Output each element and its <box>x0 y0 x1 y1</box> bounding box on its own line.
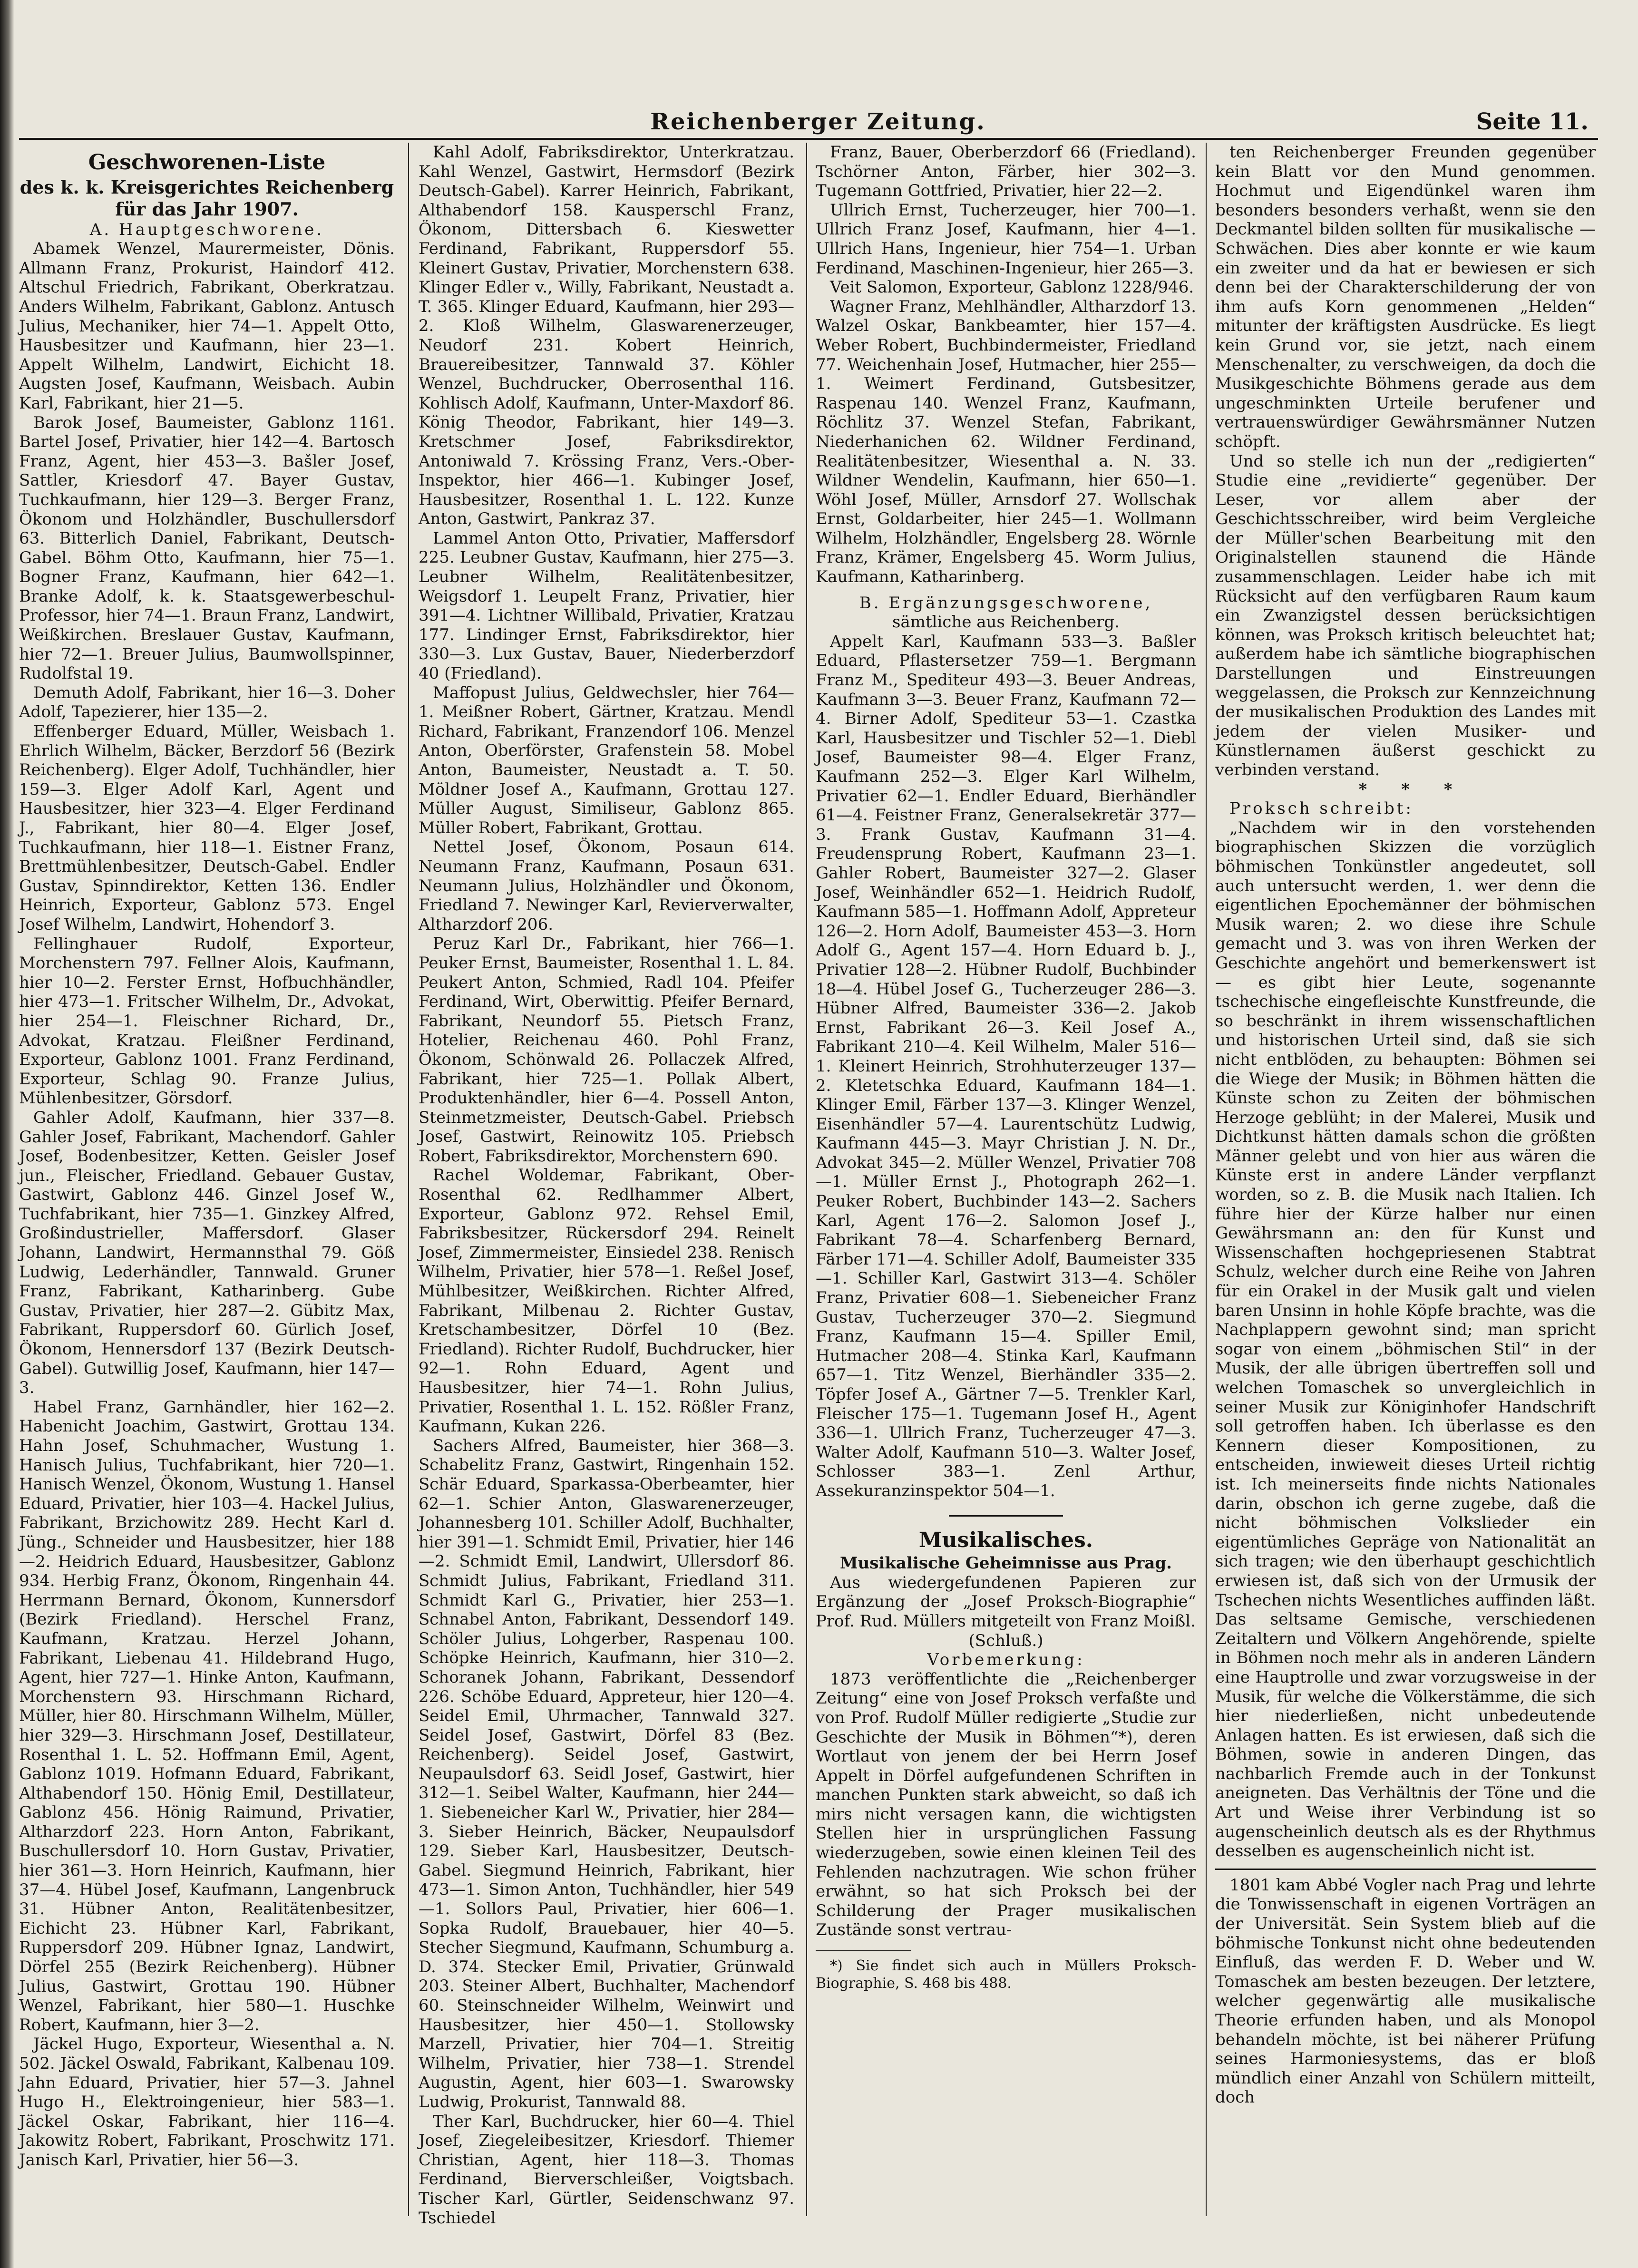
article-paragraph: Und so stelle ich nun der „redigierten“ Studie eine „revidierte“ gegenüber. Der Leser, vor allem aber der Geschichtsschreiber, wird beim Vergleiche der Müller'schen Bearbeitung mit den Originalstellen staunend die Hände zusammenschlagen. Leider habe ich mit Rücksicht auf den verfügbaren Raum kaum ein Zwanzigstel dessen berücksichtigen können, was Proksch kritisch beleuchtet hat; außerdem habe ich sämtliche biographischen Darstellungen und Einstreuungen weggelassen, die Proksch zur Kennzeichnung der musikalischen Produktion des Landes mit jedem der vielen Musiker- und Künstlernamen äußerst geschickt zu verbinden verstand. <box>1215 451 1596 779</box>
article-part: (Schluß.) <box>968 1631 1043 1650</box>
article-paragraph: 1801 kam Abbé Vogler nach Prag und lehrte die Tonwissenschaft in eigenen Vorträgen an der Universität. Sein System blieb auf die böhmische Tonkunst nicht ohne bedeutenden Einfluß, das werden F. D. Weber und W. Tomaschek am besten bezeugen. Der letztere, welcher gegenwärtig alle musikalische Theorie erfunden haben, und als Monopol behandeln möchte, ist bei näherer Prüfung seines Harmoniesystems, das er bloß mündlich einer Anzahl von Schülern mitteilt, doch <box>1215 1875 1596 2107</box>
list-paragraph: Habel Franz, Garnhändler, hier 162—2. Habenicht Joachim, Gastwirt, Grottau 134. Hahn Josef, Schuhmacher, Wustung 1. Hanisch Julius, Tuchfabrikant, hier 720—1. Hanisch Wenzel, Ökonom, Wustung 1. Hansel Eduard, Privatier, hier 103—4. Hackel Julius, Fabrikant, Brzichowitz 289. Hecht Karl d. Jüng., Schneider und Hausbesitzer, hier 188—2. Heidrich Eduard, Hausbesitzer, Gablonz 934. Herbig Franz, Ökonom, Ringenhain 44. Herrmann Bernard, Ökonom, Kunnersdorf (Bezirk Friedland). Herschel Franz, Kaufmann, Kratzau. Herzel Johann, Fabrikant, Liebenau 41. Hildebrand Hugo, Agent, hier 727—1. Hinke Anton, Kaufmann, Morchenstern 93. Hirschmann Richard, Müller, hier 80. Hirschmann Wilhelm, Müller, hier 329—3. Hirschmann Josef, Destillateur, Rosenthal 1. L. 52. Hoffmann Emil, Agent, Gablonz 1019. Hofmann Eduard, Fabrikant, Althabendorf 150. Hönig Emil, Destillateur, Gablonz 456. Hönig Raimund, Privatier, Altharzdorf 223. Horn Anton, Fabrikant, Buschullersdorf 10. Horn Gustav, Privatier, hier 361—3. Horn Heinrich, Kaufmann, hier 37—4. Hübel Josef, Kaufmann, Langenbruck 31. Hübner Anton, Realitätenbesitzer, Eichicht 23. Hübner Karl, Fabrikant, Ruppersdorf 209. Hübner Ignaz, Landwirt, Dörfel 255 (Bezirk Reichenberg). Hübner Julius, Gastwirt, Grottau 190. Hübner Wenzel, Fabrikant, hier 580—1. Huschke Robert, Kaufmann, hier 3—2. <box>19 1397 395 2034</box>
list-paragraph: Fellinghauer Rudolf, Exporteur, Morchenstern 797. Fellner Alois, Kaufmann, hier 10—2. Ferster Ernst, Hofbuchhändler, hier 473—1. Fritscher Wilhelm, Dr., Advokat, hier 254—1. Fleischner Richard, Dr., Advokat, Kratzau. Fleißner Ferdinand, Exporteur, Gablonz 1001. Franz Ferdinand, Exporteur, Schlag 90. Franze Julius, Mühlenbesitzer, Görsdorf. <box>19 934 395 1108</box>
list-paragraph: Wagner Franz, Mehlhändler, Altharzdorf 13. Walzel Oskar, Bankbeamter, hier 157—4. Weber Robert, Buchbindermeister, Friedland 77. Weichenhain Josef, Hutmacher, hier 255—1. Weimert Ferdinand, Gutsbesitzer, Raspenau 140. Wenzel Franz, Kaufmann, Röchlitz 37. Wenzel Stefan, Fabrikant, Niederhanichen 62. Wildner Ferdinand, Realitätenbesitzer, Wiesenthal a. N. 33. Wildner Wendelin, Kaufmann, hier 650—1. Wöhl Josef, Müller, Arnsdorf 27. Wollschak Ernst, Goldarbeiter, hier 245—1. Wollmann Wilhelm, Holzhändler, Engelsberg 28. Wörnle Franz, Krämer, Engelsberg 45. Worm Julius, Kaufmann, Katharinberg. <box>816 297 1196 587</box>
list-paragraph: Maffopust Julius, Geldwechsler, hier 764—1. Meißner Robert, Gärtner, Kratzau. Mendl Richard, Fabrikant, Franzendorf 106. Menzel Anton, Oberförster, Grafenstein 58. Mobel Anton, Baumeister, Neustadt a. T. 50. Möldner Josef A., Kaufmann, Grottau 127. Müller August, Similiseur, Gablonz 865. Müller Robert, Fabrikant, Grottau. <box>419 683 794 837</box>
list-paragraph: Franz, Bauer, Oberberzdorf 66 (Friedland). Tschörner Anton, Färber, hier 302—3. Tugemann Gottfried, Privatier, hier 22—2. <box>816 143 1196 201</box>
music-section-title: Musikalisches. <box>918 1528 1093 1552</box>
footnote-rule <box>816 1950 911 1951</box>
article-paragraph: 1873 veröffentlichte die „Reichenberger Zeitung“ eine von Josef Proksch verfaßte und von Prof. Rudolf Müller redigierte „Studie zur Geschichte der Musik in Böhmen“*), deren Wortlaut von jenem der bei Herrn Josef Appelt in Dörfel aufgefundenen Schriften in manchen Punkten stark abweicht, so daß ich mirs nicht versagen kann, die wichtigsten Stellen hier in ursprünglichen Fassung wiederzugeben, sowie einen kleinen Teil des Fehlenden nachzutragen. Wie schon früher erwähnt, so hat sich Proksch bei der Schilderung der Prager musikalischen Zustände sonst vertrau- <box>816 1669 1196 1940</box>
list-paragraph: Gahler Adolf, Kaufmann, hier 337—8. Gahler Josef, Fabrikant, Machendorf. Gahler Josef, Bodenbesitzer, Ketten. Geisler Josef jun., Fleischer, Friedland. Gebauer Gustav, Gastwirt, Gablonz 446. Ginzel Josef W., Tuchfabrikant, hier 735—1. Ginzkey Alfred, Großindustrieller, Maffersdorf. Glaser Johann, Landwirt, Hermannsthal 79. Göß Ludwig, Lederhändler, Tannwald. Gruner Franz, Fabrikant, Katharinberg. Gube Gustav, Privatier, hier 287—2. Gübitz Max, Fabrikant, Ruppersdorf 60. Gürlich Josef, Ökonom, Hennersdorf 137 (Bezirk Deutsch-Gabel). Gutwillig Josef, Kaufmann, hier 147—3. <box>19 1108 395 1398</box>
list-paragraph: Rachel Woldemar, Fabrikant, Ober-Rosenthal 62. Redlhammer Albert, Exporteur, Gablonz 972. Rehsel Emil, Fabriksbesitzer, Rückersdorf 294. Reinelt Josef, Zimmermeister, Einsiedel 238. Renisch Wilhelm, Privatier, hier 578—1. Reßel Josef, Mühlbesitzer, Weißkirchen. Richter Alfred, Fabrikant, Milbenau 2. Richter Gustav, Kretschambesitzer, Dörfel 10 (Bez. Friedland). Richter Rudolf, Buchdrucker, hier 92—1. Rohn Eduard, Agent und Hausbesitzer, hier 74—1. Rohn Julius, Privatier, Rosenthal 1. L. 152. Rößler Franz, Kaufmann, Kukan 226. <box>419 1166 794 1436</box>
list-paragraph: Demuth Adolf, Fabrikant, hier 16—3. Doher Adolf, Tapezierer, hier 135—2. <box>19 683 395 722</box>
list-paragraph: Appelt Karl, Kaufmann 533—3. Baßler Eduard, Pflastersetzer 759—1. Bergmann Franz M., Spediteur 493—3. Beuer Andreas, Kaufmann 3—3. Beuer Franz, Kaufmann 72—4. Birner Adolf, Spediteur 53—1. Czastka Karl, Hausbesitzer und Tischler 52—1. Diebl Josef, Baumeister 98—4. Elger Franz, Kaufmann 252—3. Elger Karl Wilhelm, Privatier 62—1. Endler Eduard, Bierhändler 61—4. Feistner Franz, Generalsekretär 377—3. Frank Gustav, Kaufmann 31—4. Freudensprung Robert, Kaufmann 23—1. Gahler Robert, Baumeister 327—2. Glaser Josef, Weinhändler 652—1. Heidrich Rudolf, Kaufmann 585—1. Hoffmann Adolf, Appreteur 126—2. Horn Adolf, Baumeister 453—3. Horn Adolf G., Agent 157—4. Horn Eduard b. J., Privatier 128—2. Hübner Rudolf, Buchbinder 18—4. Hübel Josef G., Tucherzeuger 286—3. Hübner Alfred, Baumeister 336—2. Jakob Ernst, Fabrikant 26—3. Keil Josef A., Fabrikant 210—4. Keil Wilhelm, Maler 516—1. Kleinert Heinrich, Strohhuterzeuger 137—2. Kletetschka Eduard, Kaufmann 184—1. Klinger Emil, Färber 137—3. Klinger Wenzel, Eisenhändler 57—4. Laurentschütz Ludwig, Kaufmann 445—3. Mayr Christian J. N. Dr., Advokat 345—2. Müller Wenzel, Privatier 708—1. Müller Ernst J., Photograph 262—1. Peuker Robert, Buchbinder 143—2. Sachers Karl, Agent 176—2. Salomon Josef J., Fabrikant 78—4. Scharfenberg Bernard, Färber 171—4. Schiller Adolf, Baumeister 335—1. Schiller Karl, Gastwirt 313—4. Schöler Franz, Privatier 608—1. Siebeneicher Franz Gustav, Tucherzeuger 370—2. Siegmund Franz, Kaufmann 15—4. Spiller Emil, Hutmacher 208—4. Stinka Karl, Kaufmann 657—1. Titz Wenzel, Bierhändler 335—2. Töpfer Josef A., Gärtner 7—5. Trenkler Karl, Fleischer 175—1. Tugemann Josef H., Agent 336—1. Ullrich Franz, Tucherzeuger 47—3. Walter Adolf, Kaufmann 510—3. Walter Josef, Schlosser 383—1. Zenl Arthur, Assekuranzinspektor 504—1. <box>816 632 1196 1500</box>
article-paragraph: „Nachdem wir in den vorstehenden biographischen Skizzen die vorzüglich böhmischen Tonkünstler angedeutet, soll auch untersucht werden, 1. wer denn die eigentlichen Epochemänner der böhmischen Musik waren; 2. wo diese ihre Schule gemacht und 3. was von ihren Werken der Geschichte angehört und bemerkenswert ist — es gibt hier Leute, sogenannte tschechische eingefleischte Kunstfreunde, die so beschränkt in ihrem wissenschaftlichen und historischen Urteil sind, daß sie sich nicht entblöden, zu behaupten: Böhmen sei die Wiege der Musik; in Böhmen hätten die Künste schon zu Zeiten der böhmischen Herzoge geblüht; in der Malerei, Musik und Dichtkunst hätten damals schon die größten Männer gelebt und von hier aus wären die Künste erst in andere Länder verpflanzt worden, so z. B. die Musik nach Italien. Ich führe hier der Kürze halber nur einen Gewährsmann an: den für Kunst und Wissenschaften hochgepriesenen Stabtrat Schulz, welcher durch eine Reihe von Jahren für ein Orakel in der Musik galt und vielen baren Unsinn in hohle Köpfe brachte, was die Nachplappern gewohnt sind; man spricht sogar von einem „böhmischen Stil“ in der Musik, der alle übrigen übertreffen soll und welchen Tomaschek so unvergleichlich in seiner Musik zur Königinhofer Handschrift soll getroffen haben. Ich überlasse es den Kennern dieser Kompositionen, zu entscheiden, inwieweit dieses Urteil richtig ist. Ich meinerseits finde nichts Nationales darin, obschon ich gerne zugebe, daß die nicht böhmischen Volkslieder ein eigentümliches Gepräge von Nationalität an sich tragen; wie den überhaupt geschichtlich erwiesen ist, daß sich von der Urmusik der Tschechen nichts Wesentliches auffinden läßt. Das seltsame Gemische, verschiedenen Zeitaltern und Völkern Angehörende, spielte in Böhmen noch mehr als in anderen Ländern eine Hauptrolle und zwar vorzugsweise in der Musik, für welche die Völkerstämme, die sich hier niederließen, nicht unbedeutende Anlagen hatten. Es ist erwiesen, daß sich die Böhmen, sowie in anderen Dingen, das nachbarlich Fremde auch in der Tonkunst aneigneten. Das Verhältnis der Töne und die Art und Weise ihrer Verbindung ist so augenscheinlich deutsch als es der Rhythmus desselben es augenscheinlich nicht ist. <box>1215 818 1596 1861</box>
list-paragraph: Peruz Karl Dr., Fabrikant, hier 766—1. Peuker Ernst, Baumeister, Rosenthal 1. L. 84. Peukert Anton, Schmied, Radl 104. Pfeifer Ferdinand, Wirt, Oberwittig. Pfeifer Bernard, Fabrikant, Neundorf 55. Pietsch Franz, Hotelier, Reichenau 460. Pohl Franz, Ökonom, Schönwald 26. Pollaczek Alfred, Fabrikant, hier 725—1. Pollak Albert, Produktenhändler, hier 6—4. Possell Anton, Steinmetzmeister, Deutsch-Gabel. Priebsch Josef, Gastwirt, Reinowitz 105. Priebsch Robert, Fabriksdirektor, Morchenstern 690. <box>419 934 794 1166</box>
page-binding-edge <box>0 0 14 2268</box>
jury-list-subtitle: des k. k. Kreisgerichtes Reichenberg für das Jahr 1907. <box>20 176 394 220</box>
column-2 <box>419 143 794 2228</box>
section-subheading: sämtliche aus Reichenberg. <box>892 613 1120 632</box>
quote-label: Proksch schreibt: <box>1229 799 1414 818</box>
paragraph-divider <box>1215 1869 1596 1876</box>
section-heading: A. Hauptgeschworene. <box>89 220 324 239</box>
column-rule <box>806 143 807 2216</box>
list-paragraph: Kahl Adolf, Fabriksdirektor, Unterkratzau. Kahl Wenzel, Gastwirt, Hermsdorf (Bezirk Deutsch-Gabel). Karrer Heinrich, Fabrikant, Althabendorf 158. Kausperschl Franz, Ökonom, Dittersbach 6. Kieswetter Ferdinand, Fabrikant, Ruppersdorf 55. Kleinert Gustav, Privatier, Morchenstern 638. Klinger Edler v., Willy, Fabrikant, Neustadt a. T. 365. Klinger Eduard, Kaufmann, hier 293—2. Kloß Wilhelm, Glaswarenerzeuger, Neudorf 231. Kobert Heinrich, Brauereibesitzer, Tannwald 37. Köhler Wenzel, Buchdrucker, Oberrosenthal 116. Kohlisch Adolf, Kaufmann, Unter-Maxdorf 86. König Theodor, Fabrikant, hier 149—3. Kretschmer Josef, Fabriksdirektor, Antoniwald 7. Krössing Franz, Vers.-Ober-Inspektor, hier 466—1. Kubinger Josef, Hausbesitzer, Rosenthal 1. L. 122. Kunze Anton, Gastwirt, Pankraz 37. <box>419 143 794 529</box>
list-paragraph: Lammel Anton Otto, Privatier, Maffersdorf 225. Leubner Gustav, Kaufmann, hier 275—3. Leubner Wilhelm, Realitätenbesitzer, Weigsdorf 1. Leupelt Franz, Privatier, hier 391—4. Lichtner Willibald, Privatier, Kratzau 177. Lindinger Ernst, Fabriksdirektor, hier 330—3. Lux Gustav, Bauer, Niederberzdorf 40 (Friedland). <box>419 528 794 683</box>
page-number: Seite 11. <box>1476 108 1589 135</box>
list-paragraph: Ther Karl, Buchdrucker, hier 60—4. Thiel Josef, Ziegeleibesitzer, Kriesdorf. Thiemer Christian, Agent, hier 118—3. Thomas Ferdinand, Bierverschleißer, Voigtsbach. Tischer Karl, Gürtler, Seidenschwanz 97. Tschiedel <box>419 2112 794 2228</box>
newspaper-title: Reichenberger Zeitung. <box>650 108 986 135</box>
column-4 <box>1215 143 1596 2216</box>
article-title: Musikalische Geheimnisse aus Prag. <box>839 1554 1172 1573</box>
section-separator <box>949 1515 1063 1517</box>
list-paragraph: Effenberger Eduard, Müller, Weisbach 1. Ehrlich Wilhelm, Bäcker, Berzdorf 56 (Bezirk Reichenberg). Elger Adolf, Tuchhändler, hier 159—3. Elger Adolf Karl, Agent und Hausbesitzer, hier 323—4. Elger Ferdinand J., Fabrikant, hier 80—4. Elger Josef, Tuchkaufmann, hier 118—1. Eistner Franz, Brettmühlenbesitzer, Deutsch-Gabel. Endler Gustav, Spinndirektor, Ketten 136. Endler Heinrich, Exporteur, Gablonz 573. Engel Josef Wilhelm, Landwirt, Hohendorf 3. <box>19 722 395 934</box>
column-1 <box>19 143 395 2216</box>
preliminary-heading: Vorbemerkung: <box>927 1650 1085 1670</box>
list-paragraph: Jäckel Hugo, Exporteur, Wiesenthal a. N. 502. Jäckel Oswald, Fabrikant, Kalbenau 109. Jahn Eduard, Privatier, hier 57—3. Jahnel Hugo H., Elektroingenieur, hier 583—1. Jäckel Oskar, Fabrikant, hier 116—4. Jakowitz Robert, Fabrikant, Proschwitz 171. Janisch Karl, Privatier, hier 56—3. <box>19 2034 395 2170</box>
header-rule <box>19 138 1598 140</box>
jury-list-title: Geschworenen-Liste <box>88 150 326 175</box>
section-stars: * * * <box>1358 779 1467 799</box>
column-3 <box>816 143 1196 2216</box>
running-head <box>19 95 1617 143</box>
list-paragraph: Veit Salomon, Exporteur, Gablonz 1228/946. <box>830 278 1194 297</box>
column-rule <box>408 143 409 2216</box>
section-heading: B. Ergänzungsgeschworene, <box>859 593 1153 613</box>
list-paragraph: Sachers Alfred, Baumeister, hier 368—3. Schabelitz Franz, Gastwirt, Ringenhain 152. Schär Eduard, Sparkassa-Oberbeamter, hier 62—1. Schier Anton, Glaswarenerzeuger, Johannesberg 101. Schiller Adolf, Buchhalter, hier 391—1. Schmidt Emil, Privatier, hier 146—2. Schmidt Emil, Landwirt, Ullersdorf 86. Schmidt Julius, Fabrikant, Friedland 311. Schmidt Karl G., Privatier, hier 253—1. Schnabel Anton, Fabrikant, Dessendorf 149. Schöler Julius, Lohgerber, Raspenau 100. Schöpke Heinrich, Kaufmann, hier 310—2. Schoranek Johann, Fabrikant, Dessendorf 226. Schöbe Eduard, Appreteur, hier 120—4. Seidel Emil, Uhrmacher, Tannwald 327. Seidel Josef, Gastwirt, Dörfel 83 (Bez. Reichenberg). Seidel Josef, Gastwirt, Neupaulsdorf 63. Seidl Josef, Gastwirt, hier 312—1. Seibel Walter, Kaufmann, hier 244—1. Siebeneicher Karl W., Privatier, hier 284—3. Sieber Heinrich, Bäcker, Neupaulsdorf 129. Sieber Karl, Hausbesitzer, Deutsch-Gabel. Siegmund Heinrich, Fabrikant, hier 473—1. Simon Anton, Tuchhändler, hier 549—1. Sollors Paul, Privatier, hier 606—1. Sopka Rudolf, Brauebauer, hier 40—5. Stecher Siegmund, Kaufmann, Schumburg a. D. 374. Stecker Emil, Privatier, Grünwald 203. Steiner Albert, Buchhalter, Machendorf 60. Steinschneider Wilhelm, Weinwirt und Hausbesitzer, hier 450—1. Stollowsky Marzell, Privatier, hier 704—1. Streitig Wilhelm, Privatier, hier 738—1. Strendel Augustin, Agent, hier 603—1. Swarowsky Ludwig, Prokurist, Tannwald 88. <box>419 1436 794 2112</box>
column-rule <box>1206 143 1207 2216</box>
list-paragraph: Ullrich Ernst, Tucherzeuger, hier 700—1. Ullrich Franz Josef, Kaufmann, hier 4—1. Ullrich Hans, Ingenieur, hier 754—1. Urban Ferdinand, Maschinen-Ingenieur, hier 265—3. <box>816 200 1196 278</box>
article-intro: Aus wiedergefundenen Papieren zur Ergänzung der „Josef Proksch-Biographie“ Prof. Rud. Müllers mitgeteilt von Franz Moißl. <box>816 1573 1196 1631</box>
article-paragraph: ten Reichenberger Freunden gegenüber kein Blatt vor den Mund genommen. Hochmut und Eigendünkel waren ihm besonders besonders verhaßt, wenn sie den Deckmantel bilden sollten für musikalische — Schwächen. Dies aber konnte er wie kaum ein zweiter und da hat er bewiesen er sich denn bei der Charakterschilderung der von ihm aufs Korn genommenen „Helden“ mitunter der kräftigsten Ausdrücke. Es liegt kein Grund vor, sie jetzt, nach einem Menschenalter, zu verschweigen, da doch die Musikgeschichte Böhmens gerade aus dem ungeschminkten Urteile berufener und vertrauenswürdiger Gewährsmänner Nutzen schöpft. <box>1215 143 1596 451</box>
list-paragraph: Abamek Wenzel, Maurermeister, Dönis. Allmann Franz, Prokurist, Haindorf 412. Altschul Friedrich, Fabrikant, Oberkratzau. Anders Wilhelm, Fabrikant, Gablonz. Antusch Julius, Mechaniker, hier 74—1. Appelt Otto, Hausbesitzer und Kaufmann, hier 23—1. Appelt Wilhelm, Landwirt, Eichicht 18. Augsten Josef, Kaufmann, Weisbach. Aubin Karl, Fabrikant, hier 21—5. <box>19 239 395 413</box>
footnote: *) Sie findet sich auch in Müllers Proksch-Biographie, S. 468 bis 488. <box>816 1957 1196 1992</box>
list-paragraph: Nettel Josef, Ökonom, Posaun 614. Neumann Franz, Kaufmann, Posaun 631. Neumann Julius, Holzhändler und Ökonom, Friedland 7. Newinger Karl, Revierverwalter, Altharzdorf 206. <box>419 837 794 934</box>
list-paragraph: Barok Josef, Baumeister, Gablonz 1161. Bartel Josef, Privatier, hier 142—4. Bartosch Franz, Agent, hier 453—3. Bašler Josef, Sattler, Kriesdorf 47. Bayer Gustav, Tuchkaufmann, hier 129—3. Berger Franz, Ökonom und Holzhändler, Buschullersdorf 63. Bitterlich Daniel, Fabrikant, Deutsch-Gabel. Böhm Otto, Kaufmann, hier 75—1. Bogner Franz, Kaufmann, hier 642—1. Branke Adolf, k. k. Staatsgewerbeschul-Professor, hier 74—1. Braun Franz, Landwirt, Weißkirchen. Breslauer Gustav, Kaufmann, hier 72—1. Breuer Julius, Baumwollspinner, Rudolfstal 19. <box>19 413 395 683</box>
